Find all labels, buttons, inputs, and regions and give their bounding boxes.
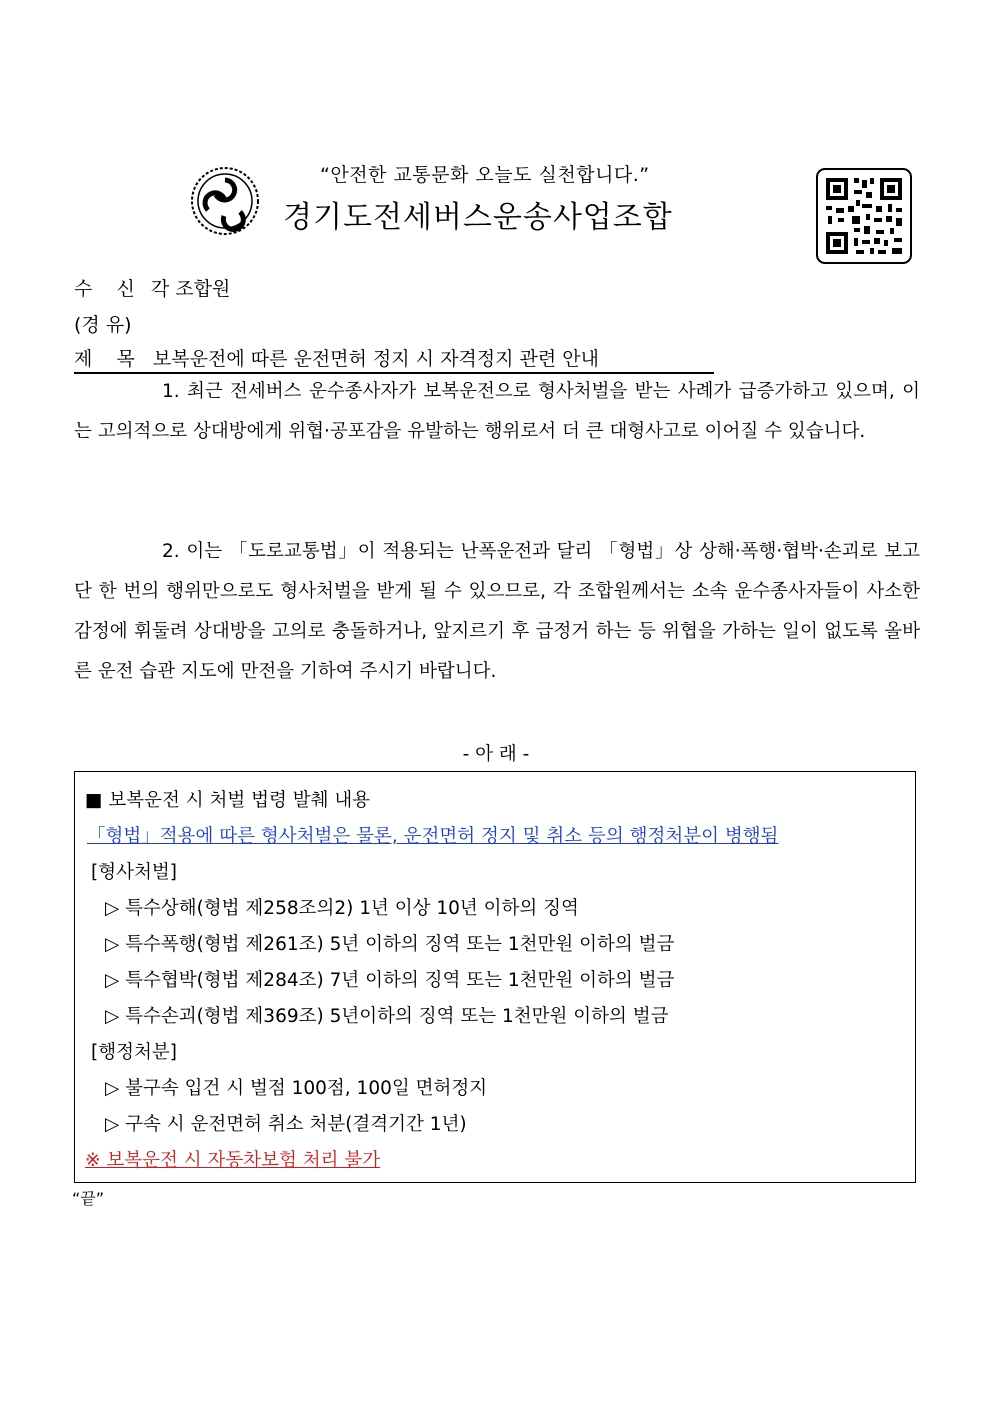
qr-code-icon [816,168,912,264]
recipient-value: 각 조합원 [150,278,231,300]
criminal-item: ▷ 특수손괴(형법 제369조) 5년이하의 징역 또는 1천만원 이하의 벌금 [105,1006,669,1027]
admin-item: ▷ 구속 시 운전면허 취소 처분(결격기간 1년) [105,1114,467,1135]
criminal-item: ▷ 특수협박(형법 제284조) 7년 이하의 징역 또는 1천만원 이하의 벌금 [105,970,675,991]
admin-title: [행정처분] [91,1042,177,1063]
end-mark: “끝” [72,1189,105,1208]
paragraph-1 [74,372,920,452]
penalty-summary-box [74,771,916,1183]
union-logo-icon [190,166,260,236]
subject-label: 제 목 [74,348,135,370]
box-heading: ■ 보복운전 시 처벌 법령 발췌 내용 [85,790,371,811]
recipient-row [74,274,230,301]
paragraph-2 [74,532,920,692]
below-marker: - 아 래 - [462,744,530,765]
subject-row [74,344,714,374]
insurance-warning: ※ 보복운전 시 자동차보험 처리 불가 [85,1150,381,1171]
criminal-item: ▷ 특수상해(형법 제258조의2) 1년 이상 10년 이하의 징역 [105,898,579,919]
paragraph-2-text: 2. 이는 「도로교통법」이 적용되는 난폭운전과 달리 「형법」상 상해·폭행·협박·손괴로 보고 단 한 번의 행위만으로도 형사처벌을 받게 될 수 있으므로, 각 조합원께서는 소속 운수종사자들이 사소한 감정에 휘둘려 상대방을 고의로 충돌하거나, 앞지르기 후 급정거 하는 등 위협을 가하는 일이 없도록 올바른 운전 습관 지도에 만전을 기하여 주시기 바랍니다. [74,541,920,682]
recipient-label: 수 신 [74,278,135,300]
organization-name: 경기도전세버스운송사업조합 [283,200,673,235]
slogan: “안전한 교통문화 오늘도 실천합니다.” [320,164,650,186]
subject-value: 보복운전에 따른 운전면허 정지 시 자격정지 관련 안내 [152,348,599,370]
box-highlight: 「형법」적용에 따른 형사처벌은 물론, 운전면허 정지 및 취소 등의 행정처분이 병행됨 [87,826,779,847]
criminal-item: ▷ 특수폭행(형법 제261조) 5년 이하의 징역 또는 1천만원 이하의 벌금 [105,934,675,955]
via-label: (경 유) [74,314,132,336]
paragraph-1-text: 1. 최근 전세버스 운수종사자가 보복운전으로 형사처벌을 받는 사례가 급증가하고 있으며, 이는 고의적으로 상대방에게 위협·공포감을 유발하는 행위로서 더 큰 대형사고로 이어질 수 있습니다. [74,381,920,442]
criminal-title: [형사처벌] [91,862,177,883]
admin-item: ▷ 불구속 입건 시 벌점 100점, 100일 면허정지 [105,1078,488,1099]
